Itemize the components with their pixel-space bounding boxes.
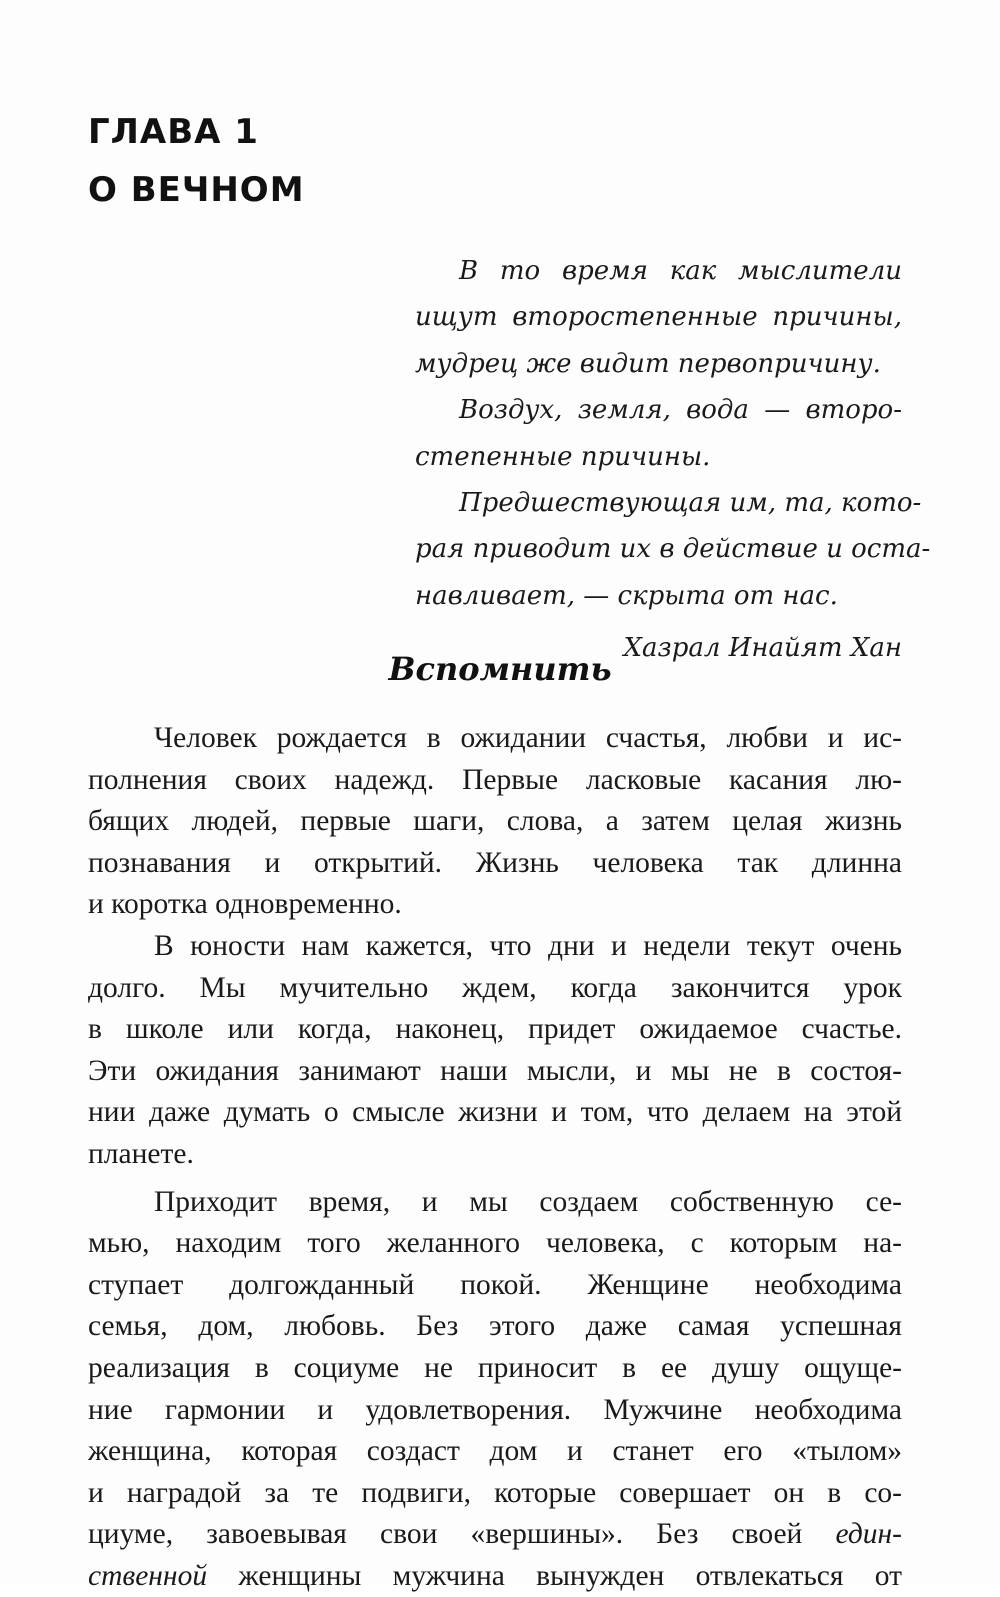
chapter-number: ГЛАВА 1 [88, 112, 259, 152]
section-title: Вспомнить [388, 650, 612, 688]
text-line: долго. Мы мучительно ждем, когда закончится урок [88, 971, 902, 1004]
text-line: планете. [88, 1137, 194, 1170]
epigraph-line: навливает, — скрыта от нас. [415, 580, 838, 611]
text-line: Человек рождается в ожидании счастья, любви и ис- [154, 722, 902, 754]
text-line: Эти ожидания занимают наши мысли, и мы не в состоя- [88, 1054, 902, 1087]
epigraph-author: Хазрал Инайят Хан [623, 633, 902, 664]
text-fragment: женщины мужчина вынужден отвлекаться от [238, 1559, 903, 1592]
epigraph-line: ищут второстепенные причины, [415, 302, 902, 333]
text-line: в школе или когда, наконец, придет ожидаемое счастье. [88, 1013, 902, 1046]
text-line: Приходит время, и мы создаем собственную се- [154, 1185, 902, 1218]
epigraph-line: степенные причины. [415, 441, 711, 472]
emphasis-text: ственной [88, 1559, 208, 1592]
body-text [88, 718, 902, 1597]
text-line: и наградой за те подвиги, которые совершает он в со- [88, 1476, 902, 1509]
text-line: семья, дом, любовь. Без этого даже самая успешная [88, 1310, 902, 1343]
text-line [88, 1514, 902, 1556]
text-line: познавания и открытий. Жизнь человека так длинна [88, 846, 902, 879]
emphasis-text: един- [835, 1518, 902, 1551]
text-fragment: циуме, завоевывая свои «вершины». Без своей [88, 1518, 803, 1551]
epigraph [415, 248, 931, 672]
text-line: ние гармонии и удовлетворения. Мужчине необходима [88, 1393, 902, 1426]
text-line: полнения своих надежд. Первые ласковые касания лю- [88, 763, 902, 796]
text-line: ступает долгожданный покой. Женщине необходима [88, 1268, 902, 1301]
epigraph-line: рая приводит их в действие и оста- [415, 534, 931, 565]
epigraph-line: В то время как мыслители [459, 256, 902, 286]
epigraph-line: Воздух, земля, вода — второ- [459, 395, 902, 426]
chapter-title: О ВЕЧНОМ [88, 170, 305, 210]
epigraph-line: мудрец же видит первопричину. [415, 348, 881, 379]
text-line: бящих людей, первые шаги, слова, а затем целая жизнь [88, 805, 902, 838]
text-line [88, 1556, 902, 1597]
epigraph-line: Предшествующая им, та, кото- [459, 488, 922, 519]
text-line: женщина, которая создаст дом и станет его «тылом» [88, 1435, 902, 1468]
text-line: В юности нам кажется, что дни и недели текут очень [154, 929, 902, 962]
text-line: нии даже думать о смысле жизни и том, что делаем на этой [88, 1096, 902, 1129]
text-line: и коротка одновременно. [88, 888, 402, 921]
text-line: мью, находим того желанного человека, с которым на- [88, 1227, 902, 1260]
text-line: реализация в социуме не приносит в ее душу ощуще- [88, 1351, 902, 1384]
